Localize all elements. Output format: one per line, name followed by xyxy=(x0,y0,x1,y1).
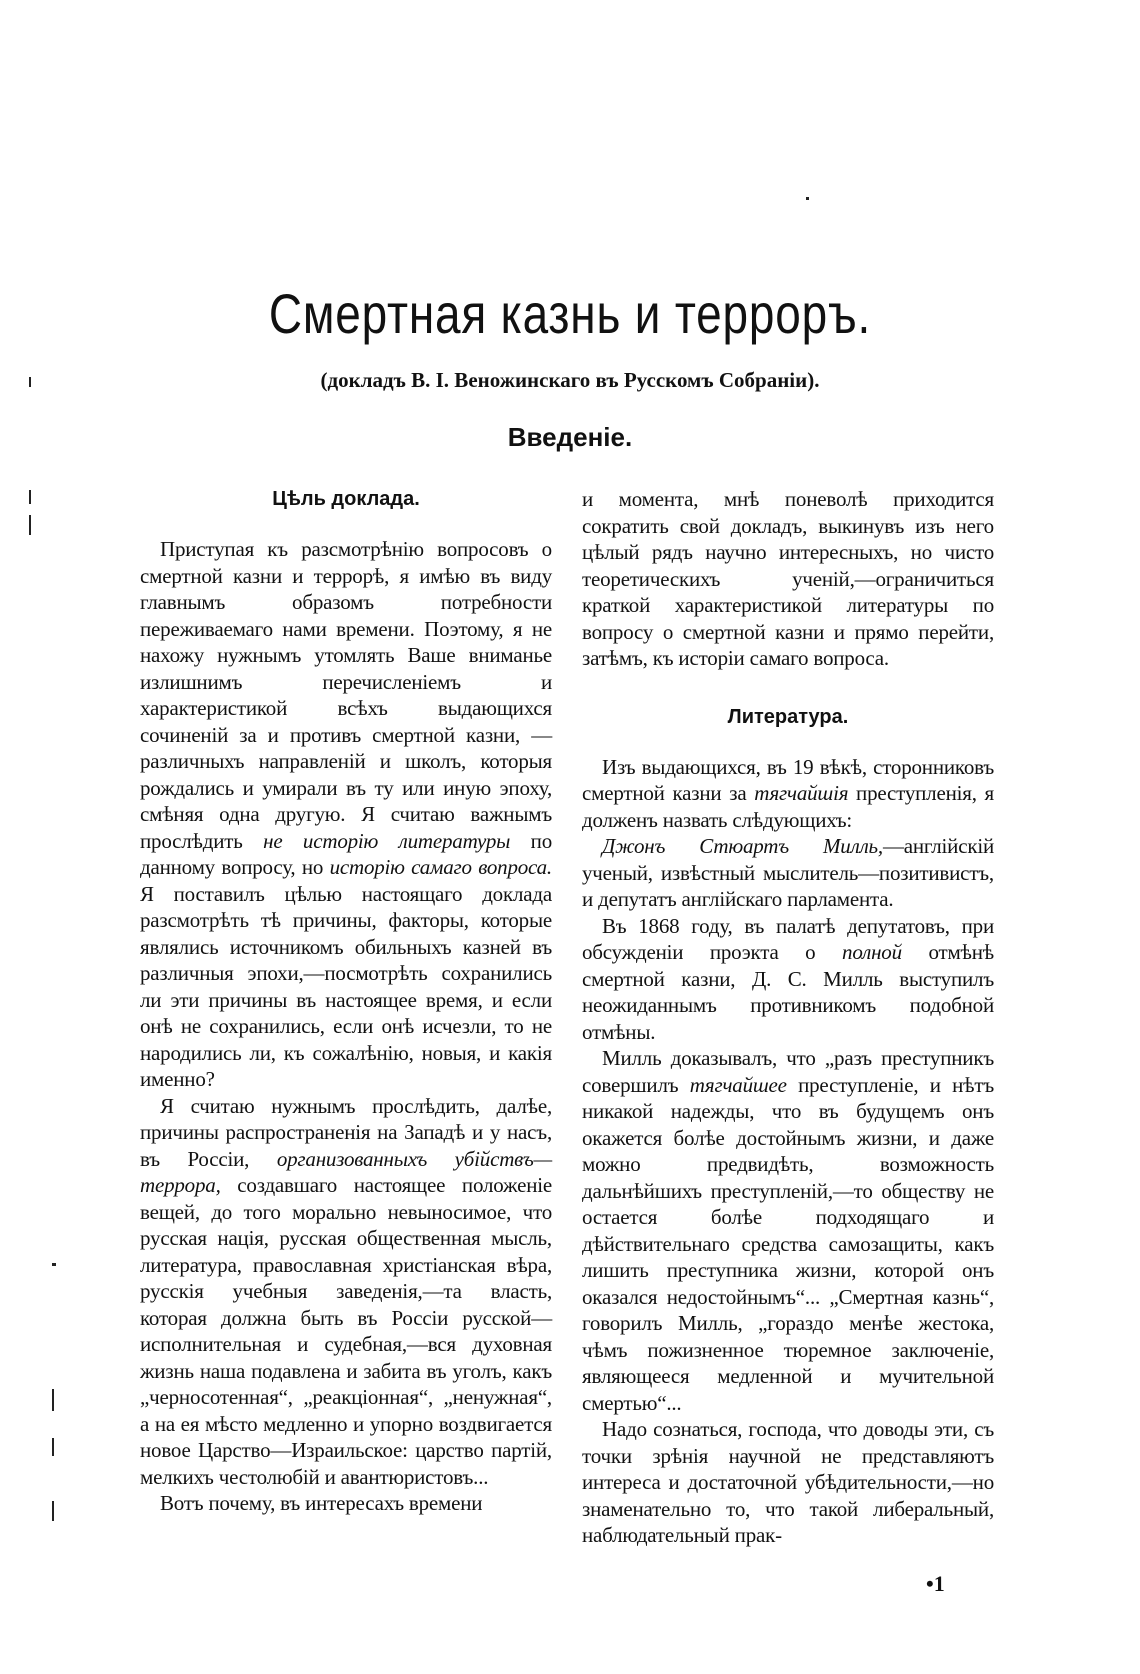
scan-mark xyxy=(52,1263,56,1266)
right-column-heading: Литература. xyxy=(727,705,849,728)
scan-mark xyxy=(52,1389,54,1411)
scan-mark xyxy=(29,377,31,387)
page-title: Смертная казнь и терроръ. xyxy=(268,282,872,345)
right-column xyxy=(582,486,994,1549)
left-column-heading: Цѣль доклада. xyxy=(272,488,420,510)
section-title: Введенiе. xyxy=(507,422,633,452)
paragraph: Вотъ почему, въ интересахъ времени xyxy=(160,1491,483,1515)
paragraph: Въ 1868 году, въ палатѣ депутатовъ, при обсужденiи проэкта о полной отмѣнѣ смертной казни, Д. С. Милль выступилъ неожиданнымъ противникомъ подобной отмѣны. xyxy=(582,913,994,1044)
scan-mark xyxy=(29,490,31,504)
scan-mark xyxy=(29,515,31,535)
paragraph: Джонъ Стюартъ Милль,—англiйскiй ученый, извѣстный мыслитель—позитивистъ, и депутатъ англiйскаго парламента. xyxy=(582,834,994,911)
paragraph: Изъ выдающихся, въ 19 вѣкѣ, сторонниковъ смертной казни за тягчайшiя преступленiя, я долженъ назвать слѣдующихъ: xyxy=(582,754,994,832)
scan-mark xyxy=(52,1501,54,1521)
scan-mark xyxy=(806,197,809,200)
scan-mark xyxy=(52,1438,54,1456)
subtitle: (докладъ В. I. Веножинскаго въ Русскомъ Собранiи). xyxy=(320,368,820,392)
page-number: •1 xyxy=(926,1571,945,1596)
paragraph: и момента, мнѣ поневолѣ приходится сократить свой докладъ, выкинувъ изъ него цѣлый рядъ научно интересныхъ, но чисто теоретическихъ ученiй,—ограничиться краткой характеристикой литературы по вопросу о смертной казни и прямо перейти, затѣмъ, къ исторiи самаго вопроса. xyxy=(582,487,994,670)
paragraph: Я считаю нужнымъ прослѣдить, далѣе, причины распространенiя на Западѣ и у насъ, въ Россiи, организованныхъ убiйствъ—террора, создавшаго настоящее положенiе вещей, до того морально невыносимое, что русская нацiя, русская общественная мысль, литература, православная христiанская вѣра, русскiя учебныя заведенiя,—та власть, которая должна быть въ Россiи русской—исполнительная и судебная,—вся духовная жизнь наша подавлена и забита въ уголъ, какъ „черносотенная“, „реакцiонная“, „ненужная“, а на ея мѣсто медленно и упорно воздвигается новое Царство—Израильское: царство партiй, мелкихъ честолюбiй и авантюристовъ... xyxy=(140,1093,552,1489)
paragraph: Милль доказывалъ, что „разъ преступникъ совершилъ тягчайшее преступленiе, и нѣтъ никакой надежды, что въ будущемъ онъ окажется болѣе достойнымъ жизни, и даже можно предвидѣть, возможность дальнѣйшихъ преступленiй,—то обществу не остается болѣе подходящаго и дѣйствительнаго средства самозащиты, какъ лишить преступника жизни, которой онъ оказался недостойнымъ“... „Смертная казнь“, говорилъ Милль, „гораздо менѣе жестока, чѣмъ пожизненное тюремное заключенiе, являющееся медленной и мучительной смертью“... xyxy=(582,1046,994,1415)
left-column xyxy=(140,486,552,1517)
paragraph: Приступая къ разсмотрѣнiю вопросовъ о смертной казни и террорѣ, я имѣю въ виду главнымъ образомъ потребности переживаемаго нами времени. Поэтому, я не нахожу нужнымъ утомлять Ваше вниманье излишнимъ перечисленiемъ и характеристикой всѣхъ выдающихся сочиненiй за и противъ смертной казни, —различныхъ направленiй и школъ, которыя рождались и умирали въ ту или иную эпоху, смѣняя одна другую. Я считаю важнымъ прослѣдить не исторiю литературы по данному вопросу, но исторiю самаго вопроса. Я поставилъ цѣлью настоящаго доклада разсмотрѣть тѣ причины, факторы, которые являлись источникомъ обильныхъ казней въ различныя эпохи,—посмотрѣть сохранились ли эти причины въ настоящее время, и если онѣ не сохранились, если онѣ исчезли, то не народились ли, къ сожалѣнiю, новыя, и какiя именно? xyxy=(140,537,552,1091)
paragraph: Надо сознаться, господа, что доводы эти, съ точки зрѣнiя научной не представляютъ интереса и достаточной убѣдительности,—но знаменательно то, что такой либеральный, наблюдательный прак- xyxy=(582,1417,994,1547)
